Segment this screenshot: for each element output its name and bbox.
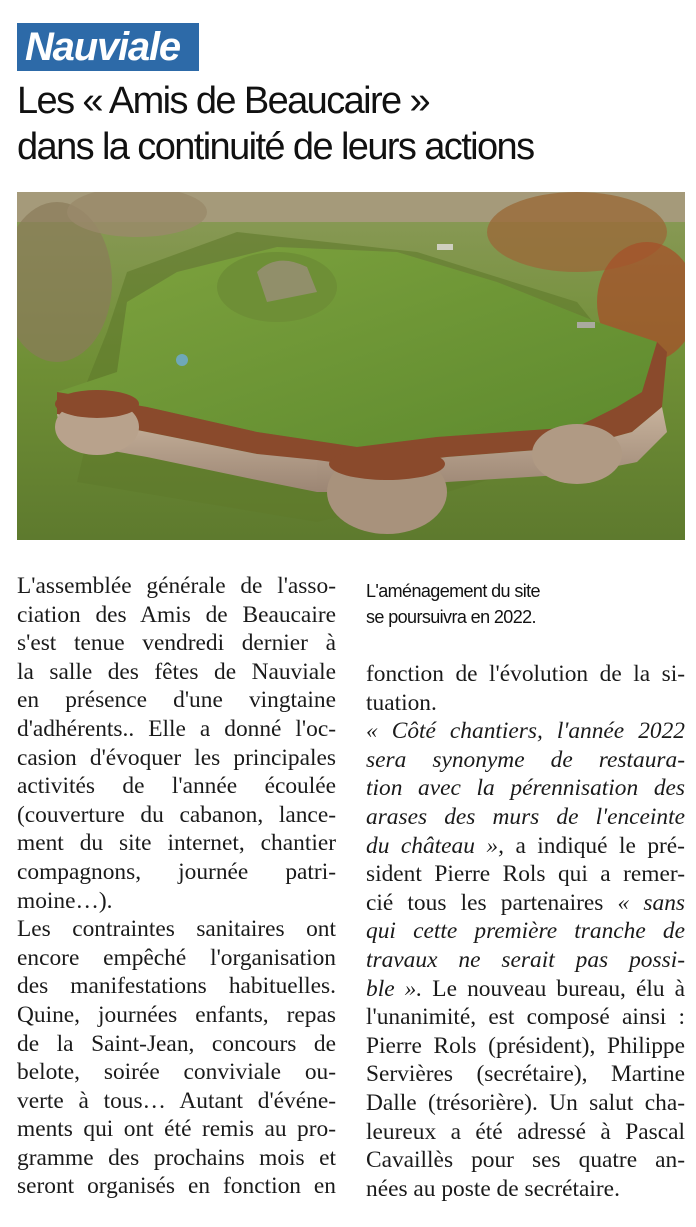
- text-run: Cavaillès pour ses quatre an-: [366, 1147, 685, 1174]
- body-line: ciation des Amis de Beaucaire: [17, 601, 336, 628]
- body-line: gramme des prochains mois et: [17, 1144, 336, 1171]
- body-line: [366, 889, 685, 918]
- headline-line: Les « Amis de Beaucaire »: [17, 80, 430, 122]
- text-run: Dalle (trésorière). Un salut cha-: [366, 1089, 685, 1116]
- body-line: [366, 1003, 685, 1032]
- italic-run: arases des murs de l'enceinte: [366, 803, 685, 830]
- text-run: Servières (secrétaire), Martine: [366, 1061, 685, 1088]
- body-line: ments qui ont été remis au pro-: [17, 1116, 336, 1143]
- text-run: Le nouveau bureau, élu à: [422, 975, 685, 1002]
- body-line: [366, 746, 685, 775]
- body-line: de la Saint-Jean, concours de: [17, 1030, 336, 1057]
- caption-line: L'aménagement du site: [366, 581, 540, 601]
- body-line: d'adhérents.. Elle a donné l'oc-: [17, 715, 336, 742]
- body-line: [366, 1032, 685, 1061]
- caption-line: se poursuivra en 2022.: [366, 607, 536, 627]
- body-line: [366, 832, 685, 861]
- italic-run: « sans: [617, 889, 685, 916]
- body-line: en présence d'une vingtaine: [17, 687, 336, 714]
- body-line: belote, soirée conviviale ou-: [17, 1059, 336, 1086]
- body-line: L'assemblée générale de l'asso-: [17, 573, 336, 599]
- photo-caption: [366, 578, 666, 630]
- body-line: compagnons, journée patri-: [17, 858, 336, 885]
- body-line: [366, 1118, 685, 1147]
- section-kicker: Nauviale: [17, 23, 199, 71]
- text-run: l'unanimité, est composé ainsi :: [366, 1004, 685, 1031]
- body-line: [366, 774, 685, 803]
- castle-aerial-photo: [17, 192, 685, 540]
- body-line: moine…).: [17, 887, 113, 914]
- text-run: sident Pierre Rols qui a remer-: [366, 861, 685, 888]
- body-line: [366, 689, 685, 718]
- text-run: leureux a été adressé à Pascal: [366, 1118, 685, 1145]
- body-line: (couverture du cabanon, lance-: [17, 801, 336, 828]
- body-line: [366, 1060, 685, 1089]
- body-line: casion d'évoquer les principales: [17, 744, 336, 771]
- body-line: ment du site internet, chantier: [17, 830, 336, 857]
- italic-run: travaux ne serait pas possi-: [366, 946, 685, 973]
- italic-run: tion avec la pérennisation des: [366, 775, 685, 802]
- body-line: activités de l'année écoulée: [17, 773, 336, 800]
- text-run: nées au poste de secrétaire.: [366, 1175, 620, 1202]
- body-line: Quine, journées enfants, repas: [17, 1001, 336, 1028]
- article-column-right: [366, 660, 685, 1203]
- text-run: Pierre Rols (président), Philippe: [366, 1032, 685, 1059]
- body-line: [366, 975, 685, 1004]
- body-line: [366, 660, 685, 689]
- body-line: [366, 917, 685, 946]
- body-line: verte à tous… Autant d'événe-: [17, 1087, 336, 1114]
- headline-line: dans la continuité de leurs actions: [17, 126, 534, 168]
- text-run: a indiqué le pré-: [503, 832, 685, 859]
- article-headline: [17, 78, 687, 170]
- text-run: cié tous les partenaires: [366, 889, 618, 916]
- body-line: [366, 1175, 685, 1204]
- body-line: encore empêché l'organisation: [17, 944, 336, 971]
- body-line: s'est tenue vendredi dernier à: [17, 630, 336, 657]
- text-run: tuation.: [366, 689, 437, 716]
- body-line: la salle des fêtes de Nauviale: [17, 658, 336, 685]
- italic-run: « Côté chantiers, l'année 2022: [366, 718, 685, 745]
- italic-run: du château »,: [366, 832, 504, 859]
- body-line: [366, 860, 685, 889]
- body-line: [366, 1146, 685, 1175]
- article-column-left: [17, 572, 336, 1201]
- body-line: des manifestations habituelles.: [17, 973, 336, 1000]
- body-line: [366, 946, 685, 975]
- body-line: [366, 803, 685, 832]
- body-line: [366, 717, 685, 746]
- body-line: seront organisés en fonction en: [17, 1173, 336, 1200]
- body-line: [366, 1089, 685, 1118]
- text-run: fonction de l'évolution de la si-: [366, 661, 685, 687]
- italic-run: ble ».: [366, 975, 423, 1002]
- italic-run: sera synonyme de restaura-: [366, 746, 685, 773]
- italic-run: qui cette première tranche de: [366, 918, 685, 945]
- body-line: Les contraintes sanitaires ont: [17, 916, 336, 943]
